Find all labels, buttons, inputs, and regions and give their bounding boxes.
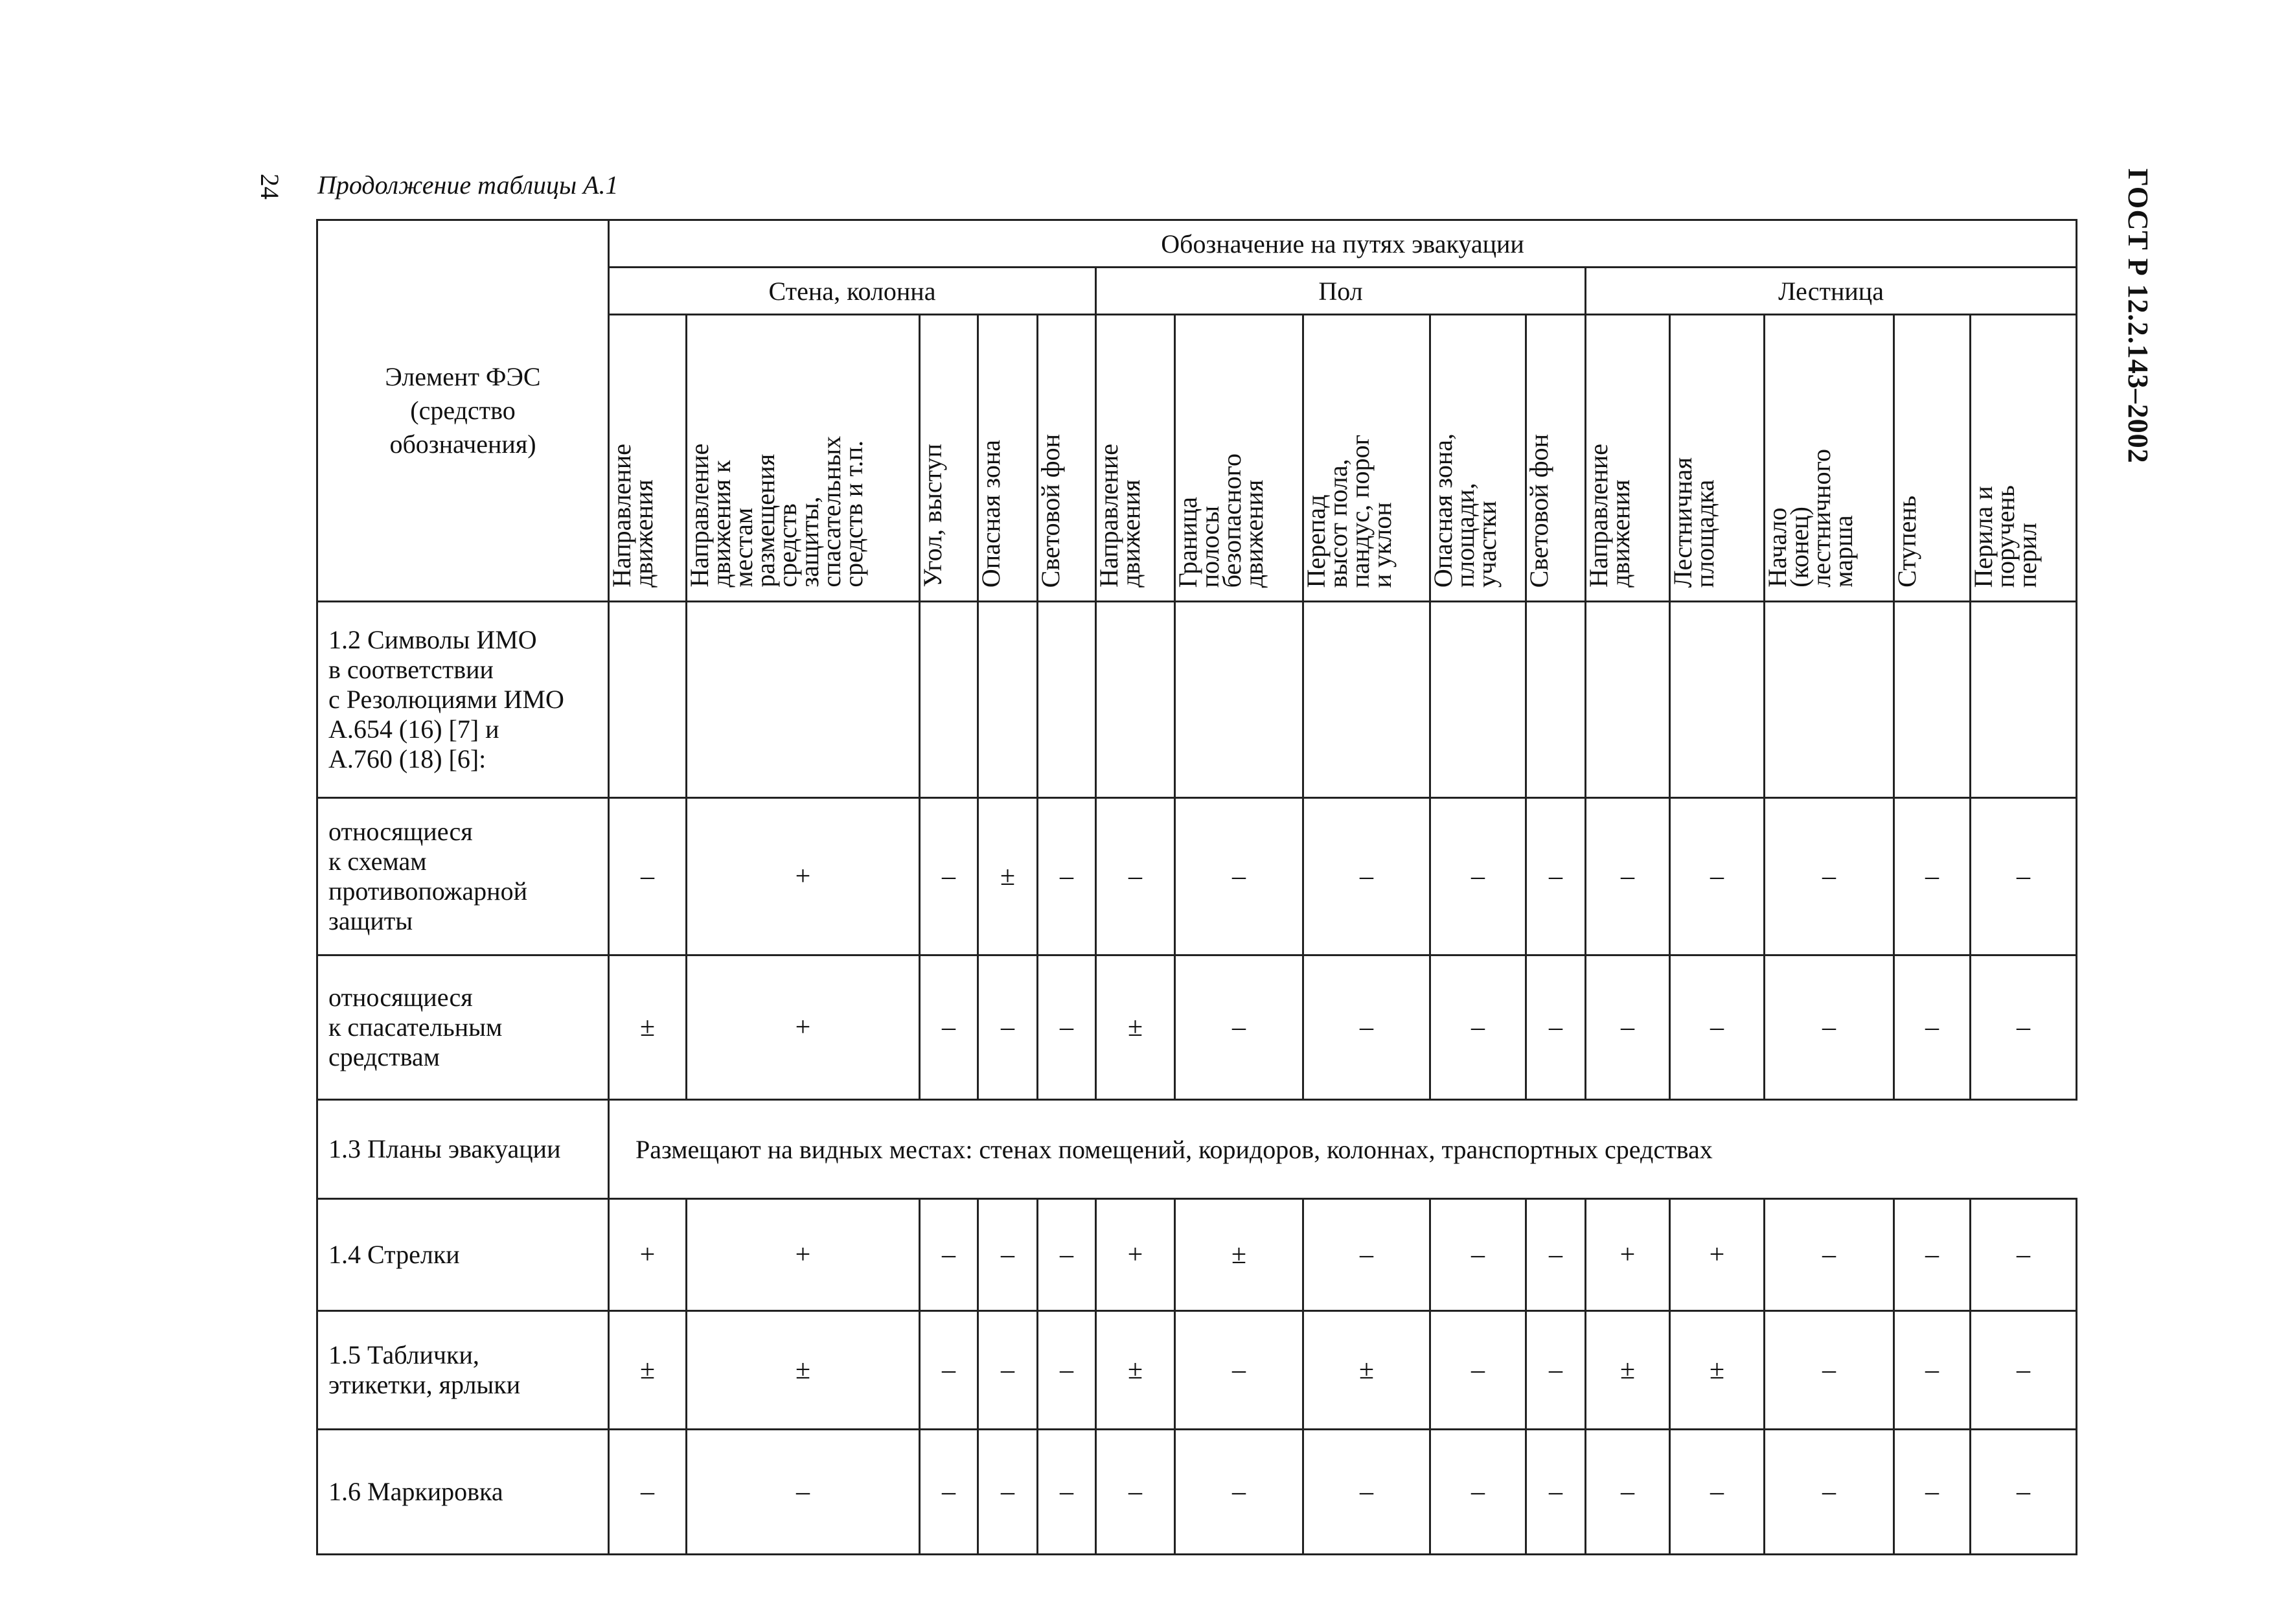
- group-header-wall: Стена, колонна: [609, 268, 1096, 315]
- table-cell: [1670, 602, 1765, 798]
- table-cell: –: [920, 798, 978, 955]
- table-cell: [1971, 602, 2077, 798]
- table-cell: +: [609, 1199, 687, 1311]
- table-cell: –: [1670, 798, 1765, 955]
- table-cell: [1526, 602, 1586, 798]
- table-cell: –: [1526, 1311, 1586, 1430]
- table-cell: [920, 602, 978, 798]
- table-cell: ±: [687, 1311, 920, 1430]
- table-row: [317, 1100, 2077, 1199]
- table-cell: [1765, 602, 1894, 798]
- column-header: Перила и поручень перил: [1971, 315, 2077, 602]
- table-cell: ±: [1096, 955, 1175, 1100]
- table-cell: –: [1586, 1430, 1670, 1555]
- table-cell: –: [609, 1430, 687, 1555]
- table-cell: –: [1038, 1199, 1096, 1311]
- table-cell: –: [1894, 1311, 1971, 1430]
- column-header: Световой фон: [1526, 315, 1586, 602]
- table-row: [317, 798, 2077, 955]
- table-cell: –: [1765, 1311, 1894, 1430]
- table-cell: –: [1303, 798, 1430, 955]
- table-cell: [687, 602, 920, 798]
- table-cell: –: [1670, 955, 1765, 1100]
- column-header: Направление движения к местам размещения средств защиты, спасательных средств и т.п.: [687, 315, 920, 602]
- column-header: Ступень: [1894, 315, 1971, 602]
- table-cell: –: [1586, 955, 1670, 1100]
- table-cell: –: [1526, 1430, 1586, 1555]
- table-cell: –: [1303, 955, 1430, 1100]
- table-cell: –: [1430, 1199, 1526, 1311]
- table-cell: +: [1670, 1199, 1765, 1311]
- table-cell: –: [920, 1311, 978, 1430]
- table-cell: –: [1175, 798, 1303, 955]
- column-header: Опасная зона, площади, участки: [1430, 315, 1526, 602]
- table-cell: ±: [1303, 1311, 1430, 1430]
- table-cell: –: [1765, 1430, 1894, 1555]
- table-cell: –: [687, 1430, 920, 1555]
- table-cell: –: [920, 1199, 978, 1311]
- table-row: [317, 1430, 2077, 1555]
- table-cell: ±: [609, 1311, 687, 1430]
- table-cell: –: [1303, 1430, 1430, 1555]
- standard-designation: ГОСТ Р 12.2.143–2002: [2122, 168, 2154, 464]
- table-cell: –: [1096, 798, 1175, 955]
- table-cell: –: [1971, 1199, 2077, 1311]
- table-cell: [1038, 602, 1096, 798]
- table-cell: +: [687, 955, 920, 1100]
- table-cell: –: [978, 1199, 1038, 1311]
- column-header: Граница полосы безопасного движения: [1175, 315, 1303, 602]
- table-cell: +: [1586, 1199, 1670, 1311]
- table-cell: –: [1175, 1311, 1303, 1430]
- table-cell: [609, 602, 687, 798]
- table-cell: –: [1971, 798, 2077, 955]
- group-header-floor: Пол: [1096, 268, 1586, 315]
- table-cell: –: [1038, 955, 1096, 1100]
- page-number: 24: [255, 174, 284, 200]
- column-header: Угол, выступ: [920, 315, 978, 602]
- row-label: 1.2 Символы ИМО в соответствии с Резолюциями ИМО А.654 (16) [7] и А.760 (18) [6]:: [317, 602, 609, 798]
- table-cell: ±: [978, 798, 1038, 955]
- table-cell: –: [1894, 1199, 1971, 1311]
- table-cell: [978, 602, 1038, 798]
- table-cell: –: [1430, 798, 1526, 955]
- column-header: Начало (конец) лестничного марша: [1765, 315, 1894, 602]
- table-cell: [1303, 602, 1430, 798]
- table-cell: –: [1586, 798, 1670, 955]
- row-label: 1.3 Планы эвакуации: [317, 1100, 609, 1199]
- table-cell: –: [1971, 955, 2077, 1100]
- column-header: Направление движения: [609, 315, 687, 602]
- table-cell: –: [920, 1430, 978, 1555]
- table-cell: [1894, 602, 1971, 798]
- evacuation-signage-table: [316, 219, 2077, 1555]
- table-cell: ±: [1670, 1311, 1765, 1430]
- table-cell: +: [687, 1199, 920, 1311]
- placement-note: Размещают на видных местах: стенах помещений, коридоров, колоннах, транспортных средствах: [609, 1100, 2077, 1199]
- table-caption: Продолжение таблицы А.1: [317, 170, 619, 200]
- row-label: 1.5 Таблички, этикетки, ярлыки: [317, 1311, 609, 1430]
- table-cell: –: [1303, 1199, 1430, 1311]
- column-header: Световой фон: [1038, 315, 1096, 602]
- table-cell: –: [1038, 1430, 1096, 1555]
- table-cell: –: [1971, 1311, 2077, 1430]
- table-cell: –: [1894, 1430, 1971, 1555]
- table-cell: [1096, 602, 1175, 798]
- table-cell: –: [1175, 955, 1303, 1100]
- row-label: 1.4 Стрелки: [317, 1199, 609, 1311]
- element-column-header: Элемент ФЭС (средство обозначения): [317, 220, 609, 602]
- top-header: Обозначение на путях эвакуации: [609, 220, 2077, 268]
- table-cell: –: [1430, 955, 1526, 1100]
- table-row: [317, 1311, 2077, 1430]
- table-cell: –: [1526, 955, 1586, 1100]
- table-cell: –: [1038, 1311, 1096, 1430]
- table-cell: ±: [1096, 1311, 1175, 1430]
- table-cell: –: [1526, 1199, 1586, 1311]
- column-header: Направление движения: [1096, 315, 1175, 602]
- table-cell: ±: [1586, 1311, 1670, 1430]
- table-cell: –: [1430, 1430, 1526, 1555]
- table-cell: –: [1670, 1430, 1765, 1555]
- column-header: Направление движения: [1586, 315, 1670, 602]
- table-cell: –: [1038, 798, 1096, 955]
- table-cell: [1586, 602, 1670, 798]
- table-row: [317, 602, 2077, 798]
- row-label: относящиеся к схемам противопожарной защиты: [317, 798, 609, 955]
- table-cell: –: [1894, 798, 1971, 955]
- table-cell: –: [1526, 798, 1586, 955]
- table-cell: –: [1765, 1199, 1894, 1311]
- table-cell: –: [1765, 798, 1894, 955]
- table-cell: –: [1175, 1430, 1303, 1555]
- column-header: Перепад высот пола, пандус, порог и уклон: [1303, 315, 1430, 602]
- table-cell: ±: [1175, 1199, 1303, 1311]
- table-cell: [1430, 602, 1526, 798]
- table-cell: +: [1096, 1199, 1175, 1311]
- column-header: Лестничная площадка: [1670, 315, 1765, 602]
- table-cell: –: [978, 1311, 1038, 1430]
- group-header-stairs: Лестница: [1586, 268, 2077, 315]
- table-cell: [1175, 602, 1303, 798]
- row-label: относящиеся к спасательным средствам: [317, 955, 609, 1100]
- column-header: Опасная зона: [978, 315, 1038, 602]
- table-cell: –: [1971, 1430, 2077, 1555]
- table-cell: –: [978, 1430, 1038, 1555]
- table-cell: –: [978, 955, 1038, 1100]
- table-cell: –: [1096, 1430, 1175, 1555]
- row-label: 1.6 Маркировка: [317, 1430, 609, 1555]
- table-row: [317, 1199, 2077, 1311]
- table-cell: ±: [609, 955, 687, 1100]
- table-cell: –: [920, 955, 978, 1100]
- table-cell: –: [1894, 955, 1971, 1100]
- table-row: [317, 955, 2077, 1100]
- table-cell: +: [687, 798, 920, 955]
- table-cell: –: [1430, 1311, 1526, 1430]
- table-cell: –: [1765, 955, 1894, 1100]
- table-cell: –: [609, 798, 687, 955]
